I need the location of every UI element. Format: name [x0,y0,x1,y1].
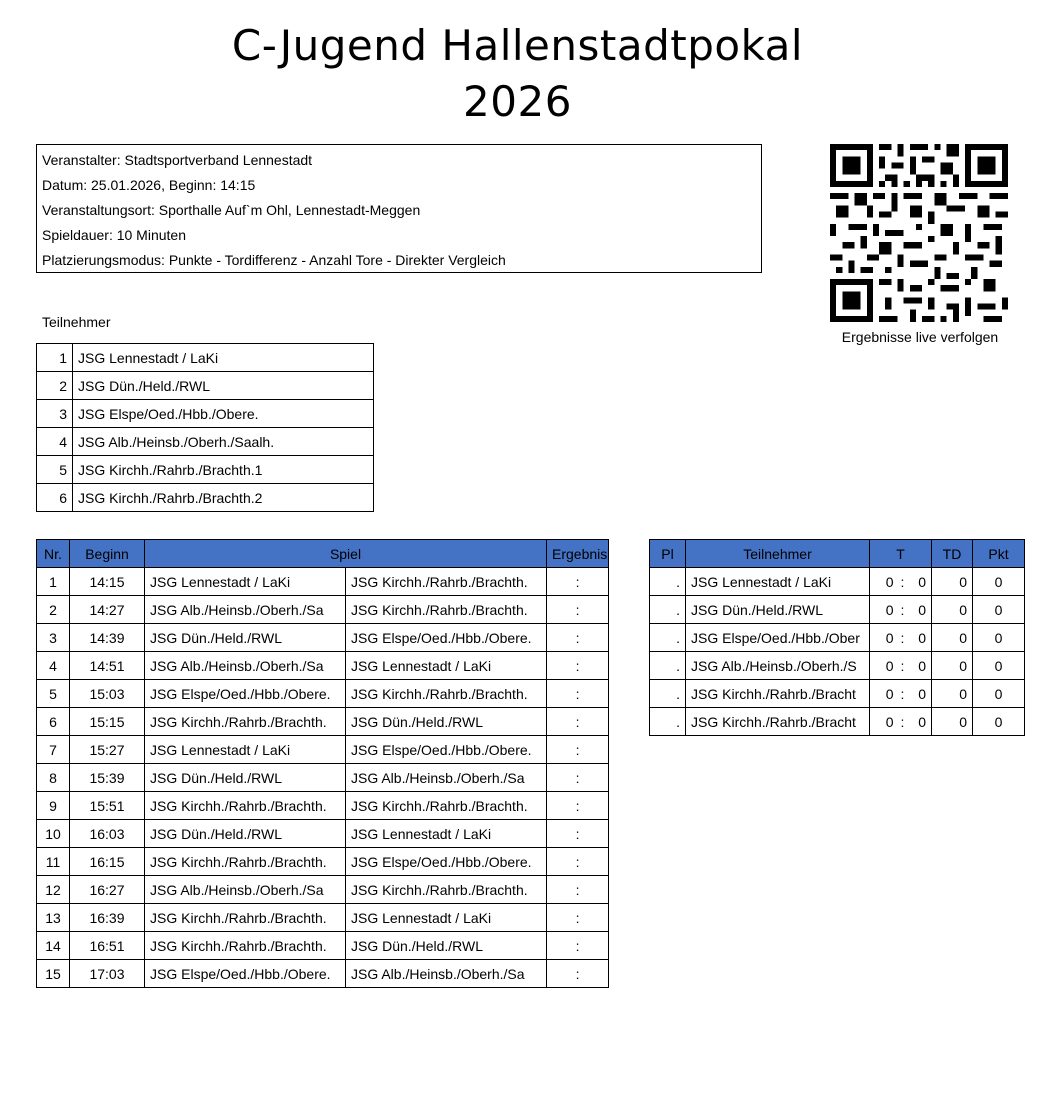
participant-row [37,428,374,456]
standing-team: JSG Dün./Held./RWL [686,596,870,624]
game-start-time: 15:15 [70,708,145,736]
game-result[interactable]: : [547,596,609,624]
participant-number: 2 [37,372,73,400]
standing-points: 0 [973,624,1025,652]
game-start-time: 15:51 [70,792,145,820]
header-result: Ergebnis [547,540,609,568]
standing-goal-diff: 0 [932,652,973,680]
game-away-team: JSG Elspe/Oed./Hbb./Obere. [346,736,547,764]
header-place: Pl [650,540,686,568]
game-away-team: JSG Dün./Held./RWL [346,708,547,736]
standing-points: 0 [973,708,1025,736]
game-start-time: 16:15 [70,848,145,876]
standing-team: JSG Elspe/Oed./Hbb./Ober [686,624,870,652]
game-start-time: 15:27 [70,736,145,764]
game-home-team: JSG Kirchh./Rahrb./Brachth. [145,792,346,820]
game-row [37,848,609,876]
game-result[interactable]: : [547,764,609,792]
standing-team: JSG Kirchh./Rahrb./Bracht [686,708,870,736]
standing-team: JSG Lennestadt / LaKi [686,568,870,596]
game-row [37,876,609,904]
standing-goals-for: 0 [870,708,899,736]
game-home-team: JSG Alb./Heinsb./Oberh./Sa [145,876,346,904]
participant-name: JSG Lennestadt / LaKi [73,344,374,372]
game-home-team: JSG Alb./Heinsb./Oberh./Sa [145,652,346,680]
game-home-team: JSG Lennestadt / LaKi [145,568,346,596]
participant-name: JSG Kirchh./Rahrb./Brachth.1 [73,456,374,484]
game-row [37,932,609,960]
standings-body [650,568,1025,736]
title-line-2: 2026 [463,77,572,126]
game-away-team: JSG Lennestadt / LaKi [346,652,547,680]
game-start-time: 14:27 [70,596,145,624]
game-home-team: JSG Dün./Held./RWL [145,624,346,652]
standing-goals-for: 0 [870,652,899,680]
game-number: 2 [37,596,70,624]
info-date: Datum: 25.01.2026, Beginn: 14:15 [42,177,256,193]
header-goal-diff: TD [932,540,973,568]
participants-table [36,343,374,512]
game-row [37,960,609,988]
standing-goal-separator: : [899,652,907,680]
game-number: 11 [37,848,70,876]
standing-points: 0 [973,652,1025,680]
participant-number: 1 [37,344,73,372]
header-goals: T [870,540,932,568]
game-home-team: JSG Lennestadt / LaKi [145,736,346,764]
game-home-team: JSG Kirchh./Rahrb./Brachth. [145,932,346,960]
game-number: 13 [37,904,70,932]
participant-name: JSG Elspe/Oed./Hbb./Obere. [73,400,374,428]
standing-goal-diff: 0 [932,624,973,652]
schedule-header-row [37,540,609,568]
game-away-team: JSG Kirchh./Rahrb./Brachth. [346,680,547,708]
standings-row [650,708,1025,736]
standing-place: . [650,652,686,680]
info-venue: Veranstaltungsort: Sporthalle Auf`m Ohl, Lennestadt-Meggen [42,202,421,218]
game-away-team: JSG Alb./Heinsb./Oberh./Sa [346,764,547,792]
game-result[interactable]: : [547,652,609,680]
standing-goals-against: 0 [907,680,932,708]
game-away-team: JSG Kirchh./Rahrb./Brachth. [346,792,547,820]
game-start-time: 16:27 [70,876,145,904]
title-line-1: C-Jugend Hallenstadtpokal [231,21,804,70]
participant-row [37,344,374,372]
participant-name: JSG Kirchh./Rahrb./Brachth.2 [73,484,374,512]
participant-row [37,372,374,400]
participants-heading: Teilnehmer [42,314,111,330]
standing-goals-against: 0 [907,568,932,596]
participant-row [37,400,374,428]
standing-goals-against: 0 [907,708,932,736]
schedule-body [37,568,609,988]
game-number: 14 [37,932,70,960]
game-start-time: 17:03 [70,960,145,988]
game-start-time: 15:39 [70,764,145,792]
game-away-team: JSG Kirchh./Rahrb./Brachth. [346,876,547,904]
standings-row [650,568,1025,596]
game-home-team: JSG Alb./Heinsb./Oberh./Sa [145,596,346,624]
standing-goal-diff: 0 [932,596,973,624]
game-row [37,764,609,792]
participant-name: JSG Alb./Heinsb./Oberh./Saalh. [73,428,374,456]
game-row [37,904,609,932]
game-away-team: JSG Kirchh./Rahrb./Brachth. [346,596,547,624]
game-number: 9 [37,792,70,820]
standing-team: JSG Kirchh./Rahrb./Bracht [686,680,870,708]
standing-goals-for: 0 [870,568,899,596]
standing-goals-against: 0 [907,624,932,652]
game-row [37,624,609,652]
event-info-box [36,144,762,273]
standing-goals-for: 0 [870,624,899,652]
info-organizer: Veranstalter: Stadtsportverband Lennestadt [42,152,313,168]
qr-caption: Ergebnisse live verfolgen [841,329,999,345]
game-start-time: 14:15 [70,568,145,596]
standings-table [649,539,1025,736]
game-start-time: 14:51 [70,652,145,680]
game-home-team: JSG Kirchh./Rahrb./Brachth. [145,848,346,876]
game-result[interactable]: : [547,904,609,932]
header-start: Beginn [70,540,145,568]
game-home-team: JSG Dün./Held./RWL [145,764,346,792]
game-result[interactable]: : [547,932,609,960]
game-start-time: 16:51 [70,932,145,960]
participant-number: 4 [37,428,73,456]
participant-number: 6 [37,484,73,512]
standings-row [650,596,1025,624]
game-result[interactable]: : [547,680,609,708]
standing-goal-separator: : [899,708,907,736]
standing-points: 0 [973,596,1025,624]
standing-goal-separator: : [899,624,907,652]
header-team: Teilnehmer [686,540,870,568]
participant-number: 5 [37,456,73,484]
standing-goal-diff: 0 [932,568,973,596]
game-result[interactable]: : [547,820,609,848]
game-row [37,820,609,848]
game-away-team: JSG Kirchh./Rahrb./Brachth. [346,568,547,596]
game-home-team: JSG Kirchh./Rahrb./Brachth. [145,708,346,736]
game-number: 5 [37,680,70,708]
game-result[interactable]: : [547,960,609,988]
game-result[interactable]: : [547,736,609,764]
standing-place: . [650,568,686,596]
game-home-team: JSG Dün./Held./RWL [145,820,346,848]
info-duration: Spieldauer: 10 Minuten [42,227,186,243]
game-result[interactable]: : [547,876,609,904]
standing-points: 0 [973,568,1025,596]
standings-row [650,624,1025,652]
game-number: 7 [37,736,70,764]
game-home-team: JSG Elspe/Oed./Hbb./Obere. [145,680,346,708]
game-start-time: 14:39 [70,624,145,652]
game-away-team: JSG Alb./Heinsb./Oberh./Sa [346,960,547,988]
standing-place: . [650,680,686,708]
game-row [37,596,609,624]
game-start-time: 16:39 [70,904,145,932]
game-row [37,680,609,708]
game-away-team: JSG Lennestadt / LaKi [346,820,547,848]
header-points: Pkt [973,540,1025,568]
game-row [37,708,609,736]
standing-goals-for: 0 [870,680,899,708]
game-row [37,736,609,764]
standing-place: . [650,596,686,624]
header-match: Spiel [145,540,547,568]
standing-goals-against: 0 [907,596,932,624]
participant-row [37,456,374,484]
game-number: 1 [37,568,70,596]
game-result[interactable]: : [547,792,609,820]
standing-goal-separator: : [899,680,907,708]
standing-goal-diff: 0 [932,708,973,736]
standing-place: . [650,708,686,736]
standing-goal-separator: : [899,568,907,596]
standings-row [650,680,1025,708]
game-row [37,568,609,596]
page-title [0,18,1035,130]
participant-name: JSG Dün./Held./RWL [73,372,374,400]
standing-goals-against: 0 [907,652,932,680]
game-number: 6 [37,708,70,736]
participant-number: 3 [37,400,73,428]
standing-place: . [650,624,686,652]
game-result[interactable]: : [547,708,609,736]
game-number: 8 [37,764,70,792]
game-start-time: 16:03 [70,820,145,848]
header-nr: Nr. [37,540,70,568]
qr-code-icon[interactable] [830,144,1008,322]
game-number: 15 [37,960,70,988]
standing-goals-for: 0 [870,596,899,624]
game-away-team: JSG Elspe/Oed./Hbb./Obere. [346,848,547,876]
game-result[interactable]: : [547,568,609,596]
game-number: 3 [37,624,70,652]
game-home-team: JSG Elspe/Oed./Hbb./Obere. [145,960,346,988]
game-row [37,652,609,680]
game-result[interactable]: : [547,848,609,876]
game-number: 4 [37,652,70,680]
game-start-time: 15:03 [70,680,145,708]
game-home-team: JSG Kirchh./Rahrb./Brachth. [145,904,346,932]
game-result[interactable]: : [547,624,609,652]
standing-points: 0 [973,680,1025,708]
standings-header-row [650,540,1025,568]
game-number: 10 [37,820,70,848]
standing-goal-diff: 0 [932,680,973,708]
game-away-team: JSG Dün./Held./RWL [346,932,547,960]
info-ranking-mode: Platzierungsmodus: Punkte - Tordifferenz - Anzahl Tore - Direkter Vergleich [42,252,506,268]
game-row [37,792,609,820]
game-number: 12 [37,876,70,904]
participant-row [37,484,374,512]
game-away-team: JSG Lennestadt / LaKi [346,904,547,932]
standing-team: JSG Alb./Heinsb./Oberh./S [686,652,870,680]
standings-row [650,652,1025,680]
standing-goal-separator: : [899,596,907,624]
game-away-team: JSG Elspe/Oed./Hbb./Obere. [346,624,547,652]
game-schedule-table [36,539,609,988]
